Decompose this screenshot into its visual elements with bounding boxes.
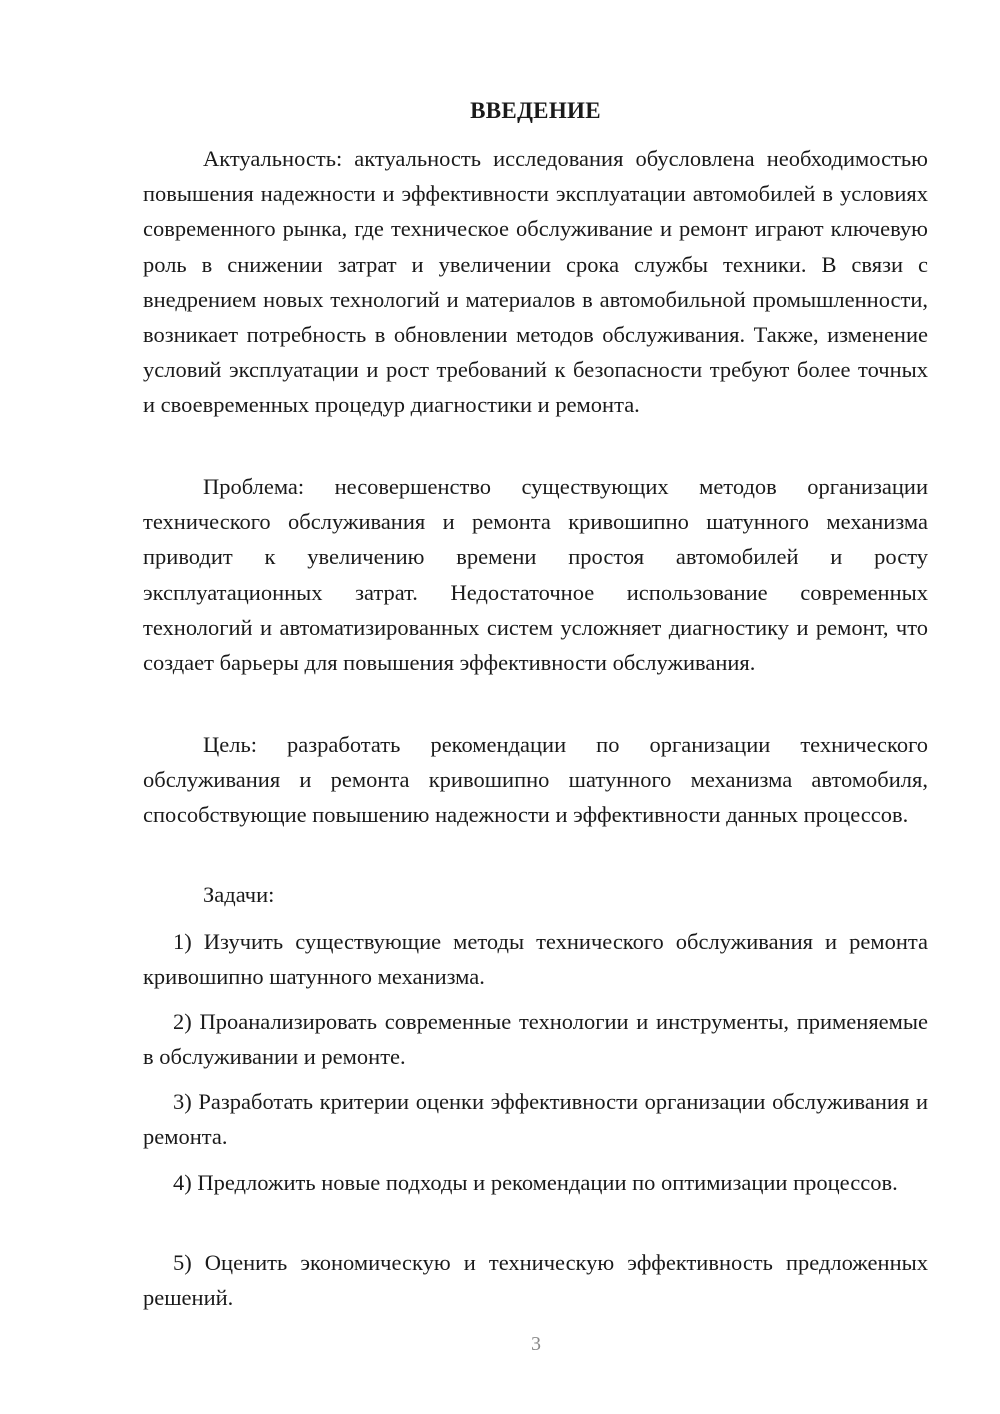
paragraph-goal: Цель: разработать рекомендации по организации технического обслуживания и ремонта кривошипно шатунного механизма автомобиля, способствующие повышению надежности и эффективности данных процессов. [143,732,928,828]
task-item-3: 3) Разработать критерии оценки эффективности организации обслуживания и ремонта. [143,1089,928,1150]
task-item-2: 2) Проанализировать современные технологии и инструменты, применяемые в обслуживании и ремонте. [143,1009,928,1070]
page-title: ВВЕДЕНИЕ [470,98,601,123]
tasks-heading: Задачи: [203,882,275,907]
task-item-4: 4) Предложить новые подходы и рекомендации по оптимизации процессов. [173,1170,898,1195]
paragraph-problem: Проблема: несовершенство существующих методов организации технического обслуживания и ремонта кривошипно шатунного механизма приводит к увеличению времени простоя автомобилей и росту эксплуатационных затрат. Недостаточное использование современных технологий и автоматизированных систем усложняет диагностику и ремонт, что создает барьеры для повышения эффективности обслуживания. [143,474,928,676]
task-item-5: 5) Оценить экономическую и техническую эффективность предложенных решений. [143,1250,928,1311]
task-item-1: 1) Изучить существующие методы технического обслуживания и ремонта кривошипно шатунного механизма. [143,929,928,990]
paragraph-relevance: Актуальность: актуальность исследования обусловлена необходимостью повышения надежности и эффективности эксплуатации автомобилей в условиях современного рынка, где техническое обслуживание и ремонт играют ключевую роль в снижении затрат и увеличении срока службы техники. В связи с внедрением новых технологий и материалов в автомобильной промышленности, возникает потребность в обновлении методов обслуживания. Также, изменение условий эксплуатации и рост требований к безопасности требуют более точных и своевременных процедур диагностики и ремонта. [143,146,928,418]
page-number: 3 [531,1333,541,1355]
